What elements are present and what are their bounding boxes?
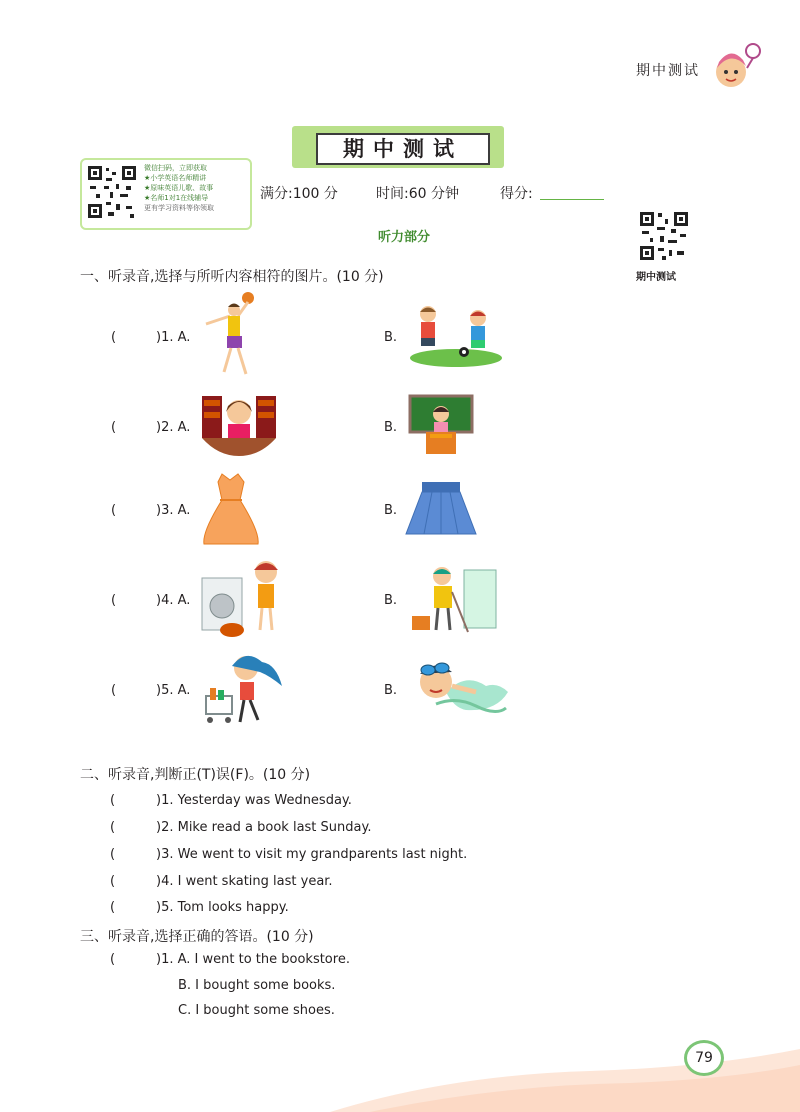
section1-heading: 一、听录音,选择与所听内容相符的图片。(10 分) (80, 269, 384, 285)
qr-label: 期中测试 (636, 272, 676, 283)
qr-card-text (144, 163, 214, 213)
option-c: C. I bought some shoes. (178, 1003, 335, 1018)
answer-paren[interactable]: ( (111, 420, 117, 435)
answer-paren[interactable]: ( (110, 952, 116, 967)
tf-statement: )5. Tom looks happy. (156, 900, 289, 915)
teacher-classroom-icon[interactable] (408, 394, 474, 458)
page-title: 期中测试 (316, 133, 490, 165)
footer-wave-decoration (330, 1045, 800, 1112)
answer-paren[interactable]: ( (111, 503, 117, 518)
girl-library-icon[interactable] (200, 392, 278, 456)
answer-paren[interactable]: ( (111, 330, 117, 345)
answer-paren[interactable]: ( (110, 900, 116, 915)
option-b: B. I bought some books. (178, 978, 336, 993)
qr-line: ★原味英语儿歌、故事 (144, 184, 214, 192)
dress-icon[interactable] (200, 472, 262, 548)
question-number: )2. A. (156, 420, 191, 435)
option-b-label: B. (384, 420, 398, 435)
qr-code-icon[interactable] (638, 210, 690, 262)
tf-statement: )1. Yesterday was Wednesday. (156, 793, 352, 808)
section2-heading: 二、听录音,判断正(T)误(F)。(10 分) (80, 767, 311, 783)
question-number: )1. A. (156, 330, 191, 345)
score-blank[interactable] (540, 199, 604, 200)
full-marks: 满分:100 分 (260, 186, 338, 202)
answer-paren[interactable]: ( (111, 683, 117, 698)
qr-line: ★小学英语名师精讲 (144, 174, 207, 182)
qr-line: 微信扫码，立即获取 (144, 164, 207, 172)
girl-washing-clothes-icon[interactable] (198, 556, 290, 640)
qr-line: ★名师1对1在线辅导 (144, 194, 209, 202)
answer-paren[interactable]: ( (111, 593, 117, 608)
option-a: )1. A. I went to the bookstore. (156, 952, 350, 967)
answer-paren[interactable]: ( (110, 820, 116, 835)
tf-statement: )4. I went skating last year. (156, 874, 333, 889)
listening-section-label: 听力部分 (378, 230, 431, 245)
girl-shopping-icon[interactable] (200, 648, 288, 728)
time-limit: 时间:60 分钟 (376, 186, 459, 202)
option-b-label: B. (384, 503, 398, 518)
section3-heading: 三、听录音,选择正确的答语。(10 分) (80, 929, 314, 945)
question-number: )5. A. (156, 683, 191, 698)
page-number: 79 (684, 1040, 724, 1076)
running-header: 期中测试 (636, 63, 700, 79)
qr-code-icon[interactable] (86, 164, 138, 220)
swimming-boy-icon[interactable] (406, 652, 510, 724)
qr-line: 更有学习资料等你领取 (144, 204, 214, 212)
score-label: 得分: (500, 186, 533, 202)
answer-paren[interactable]: ( (110, 847, 116, 862)
question-number: )3. A. (156, 503, 191, 518)
skirt-icon[interactable] (404, 478, 478, 538)
football-kids-icon[interactable] (406, 300, 502, 368)
option-b-label: B. (384, 593, 398, 608)
option-b-label: B. (384, 683, 398, 698)
basketball-player-icon[interactable] (198, 290, 268, 382)
tf-statement: )2. Mike read a book last Sunday. (156, 820, 372, 835)
answer-paren[interactable]: ( (110, 874, 116, 889)
option-b-label: B. (384, 330, 398, 345)
tf-statement: )3. We went to visit my grandparents last night. (156, 847, 468, 862)
answer-paren[interactable]: ( (110, 793, 116, 808)
question-number: )4. A. (156, 593, 191, 608)
person-mopping-icon[interactable] (406, 562, 500, 636)
mascot-icon (713, 42, 763, 90)
